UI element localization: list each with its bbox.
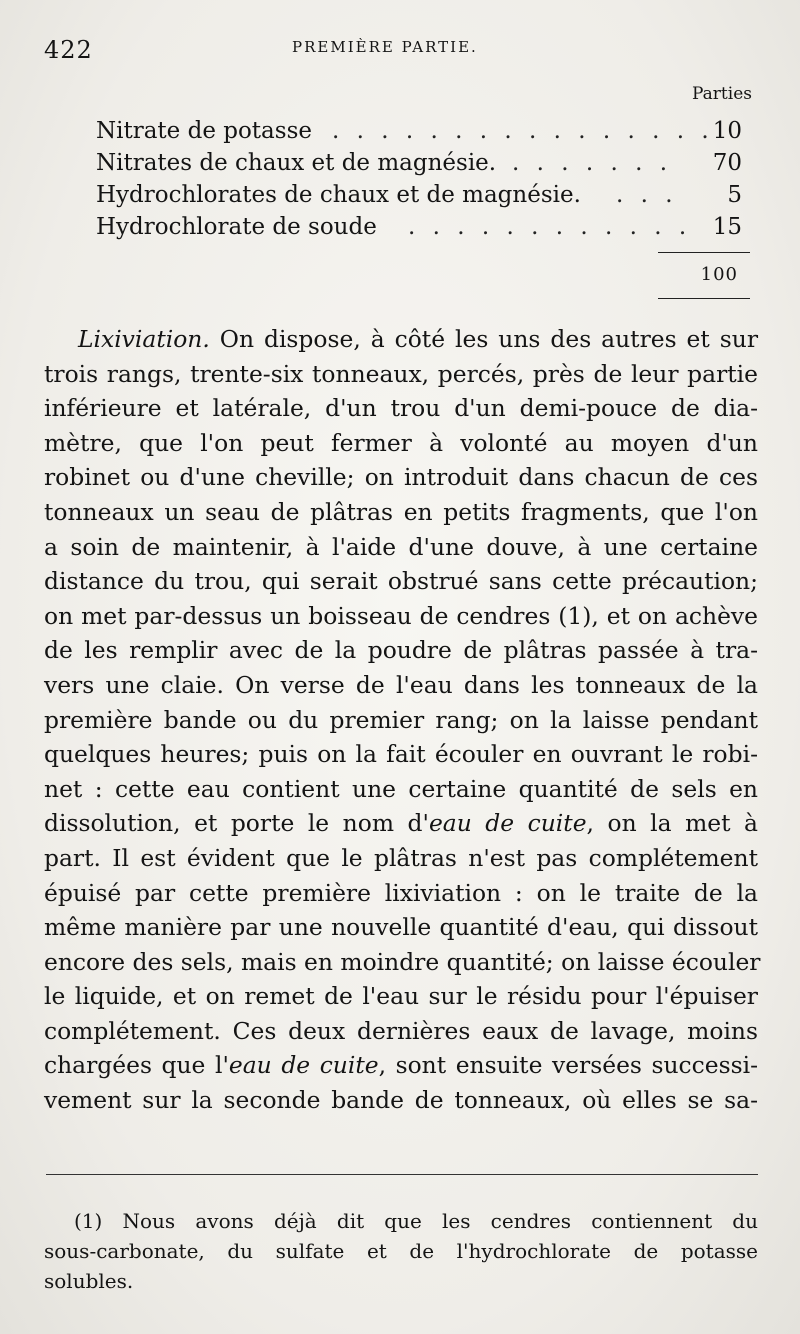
column-head: Parties [692, 84, 752, 104]
table-row [96, 150, 756, 184]
table-total: 100 [700, 264, 738, 285]
row-value: 5 [727, 182, 742, 208]
footnote-rule [46, 1174, 758, 1175]
main-paragraph [44, 322, 761, 1118]
text-line: inférieure et latérale, d'un trou d'un demi-pouce de dia- [44, 394, 758, 423]
text-line: complétement. Ces deux dernières eaux de lavage, moins [44, 1016, 758, 1045]
leader-dots: . . . . . . . [512, 150, 673, 176]
leader-dots: . . . . . . . . . . . . . . . . [332, 118, 714, 144]
text-line: vers une claie. On verse de l'eau dans les tonneaux de la [44, 670, 758, 699]
section-lead-word: Lixiviation. [78, 325, 210, 353]
text-line: dissolution, et porte le nom d'eau de cuite, on la met à [44, 809, 758, 838]
page-header [44, 28, 760, 68]
page-number: 422 [44, 36, 93, 64]
row-label: Hydrochlorate de soude [96, 214, 377, 240]
row-label: Nitrate de potasse [96, 118, 312, 144]
footnote [44, 1206, 758, 1296]
row-value: 70 [712, 150, 742, 176]
table-row [96, 118, 756, 152]
running-head: PREMIÈRE PARTIE. [292, 38, 478, 56]
text-line: chargées que l'eau de cuite, sont ensuite versées successi- [44, 1051, 758, 1080]
text-line: mètre, que l'on peut fermer à volonté au moyen d'un [44, 428, 758, 457]
text-line: a soin de maintenir, à l'aide d'une douve, à une certaine [44, 532, 758, 561]
text-line: tonneaux un seau de plâtras en petits fragments, que l'on [44, 497, 758, 526]
footnote-line: solubles. [44, 1269, 134, 1293]
sum-rule [658, 252, 750, 253]
text-line: on met par-dessus un boisseau de cendres (1), et on achève [44, 601, 758, 630]
text-line: robinet ou d'une cheville; on introduit dans chacun de ces [44, 463, 758, 492]
text-line: distance du trou, qui serait obstrué sans cette précaution; [44, 567, 758, 596]
text-line: épuisé par cette première lixiviation : on le traite de la [44, 878, 758, 907]
text-line: Lixiviation. On dispose, à côté les uns des autres et sur [78, 325, 759, 353]
text-line: vement sur la seconde bande de tonneaux, où elles se sa- [44, 1086, 758, 1115]
text-line: le liquide, et on remet de l'eau sur le résidu pour l'épuiser [44, 982, 758, 1011]
leader-dots: . . . [616, 182, 678, 208]
text-line: encore des sels, mais en moindre quantité; on laisse écouler [44, 947, 761, 976]
row-value: 10 [712, 118, 742, 144]
table-row [96, 182, 756, 216]
row-label: Hydrochlorates de chaux et de magnésie. [96, 182, 581, 208]
row-label: Nitrates de chaux et de magnésie. [96, 150, 497, 176]
text-line: quelques heures; puis on la fait écouler en ouvrant le robi- [44, 740, 758, 769]
row-value: 15 [712, 214, 742, 240]
text-line: trois rangs, trente-six tonneaux, percés, près de leur partie [44, 359, 758, 388]
text-line: part. Il est évident que le plâtras n'est pas complétement [44, 843, 758, 872]
text-line: même manière par une nouvelle quantité d'eau, qui dissout [44, 913, 758, 942]
footnote-line: sous-carbonate, du sulfate et de l'hydrochlorate de potasse [44, 1239, 758, 1263]
text-line: net : cette eau contient une certaine quantité de sels en [44, 774, 758, 803]
text-line: première bande ou du premier rang; on la laisse pendant [44, 705, 758, 734]
leader-dots: . . . . . . . . . . . . [408, 214, 692, 240]
text-line: de les remplir avec de la poudre de plâtras passée à tra- [44, 636, 758, 665]
table-row [96, 214, 756, 248]
total-rule [658, 298, 750, 299]
footnote-line: (1) Nous avons déjà dit que les cendres contiennent du [74, 1209, 758, 1233]
